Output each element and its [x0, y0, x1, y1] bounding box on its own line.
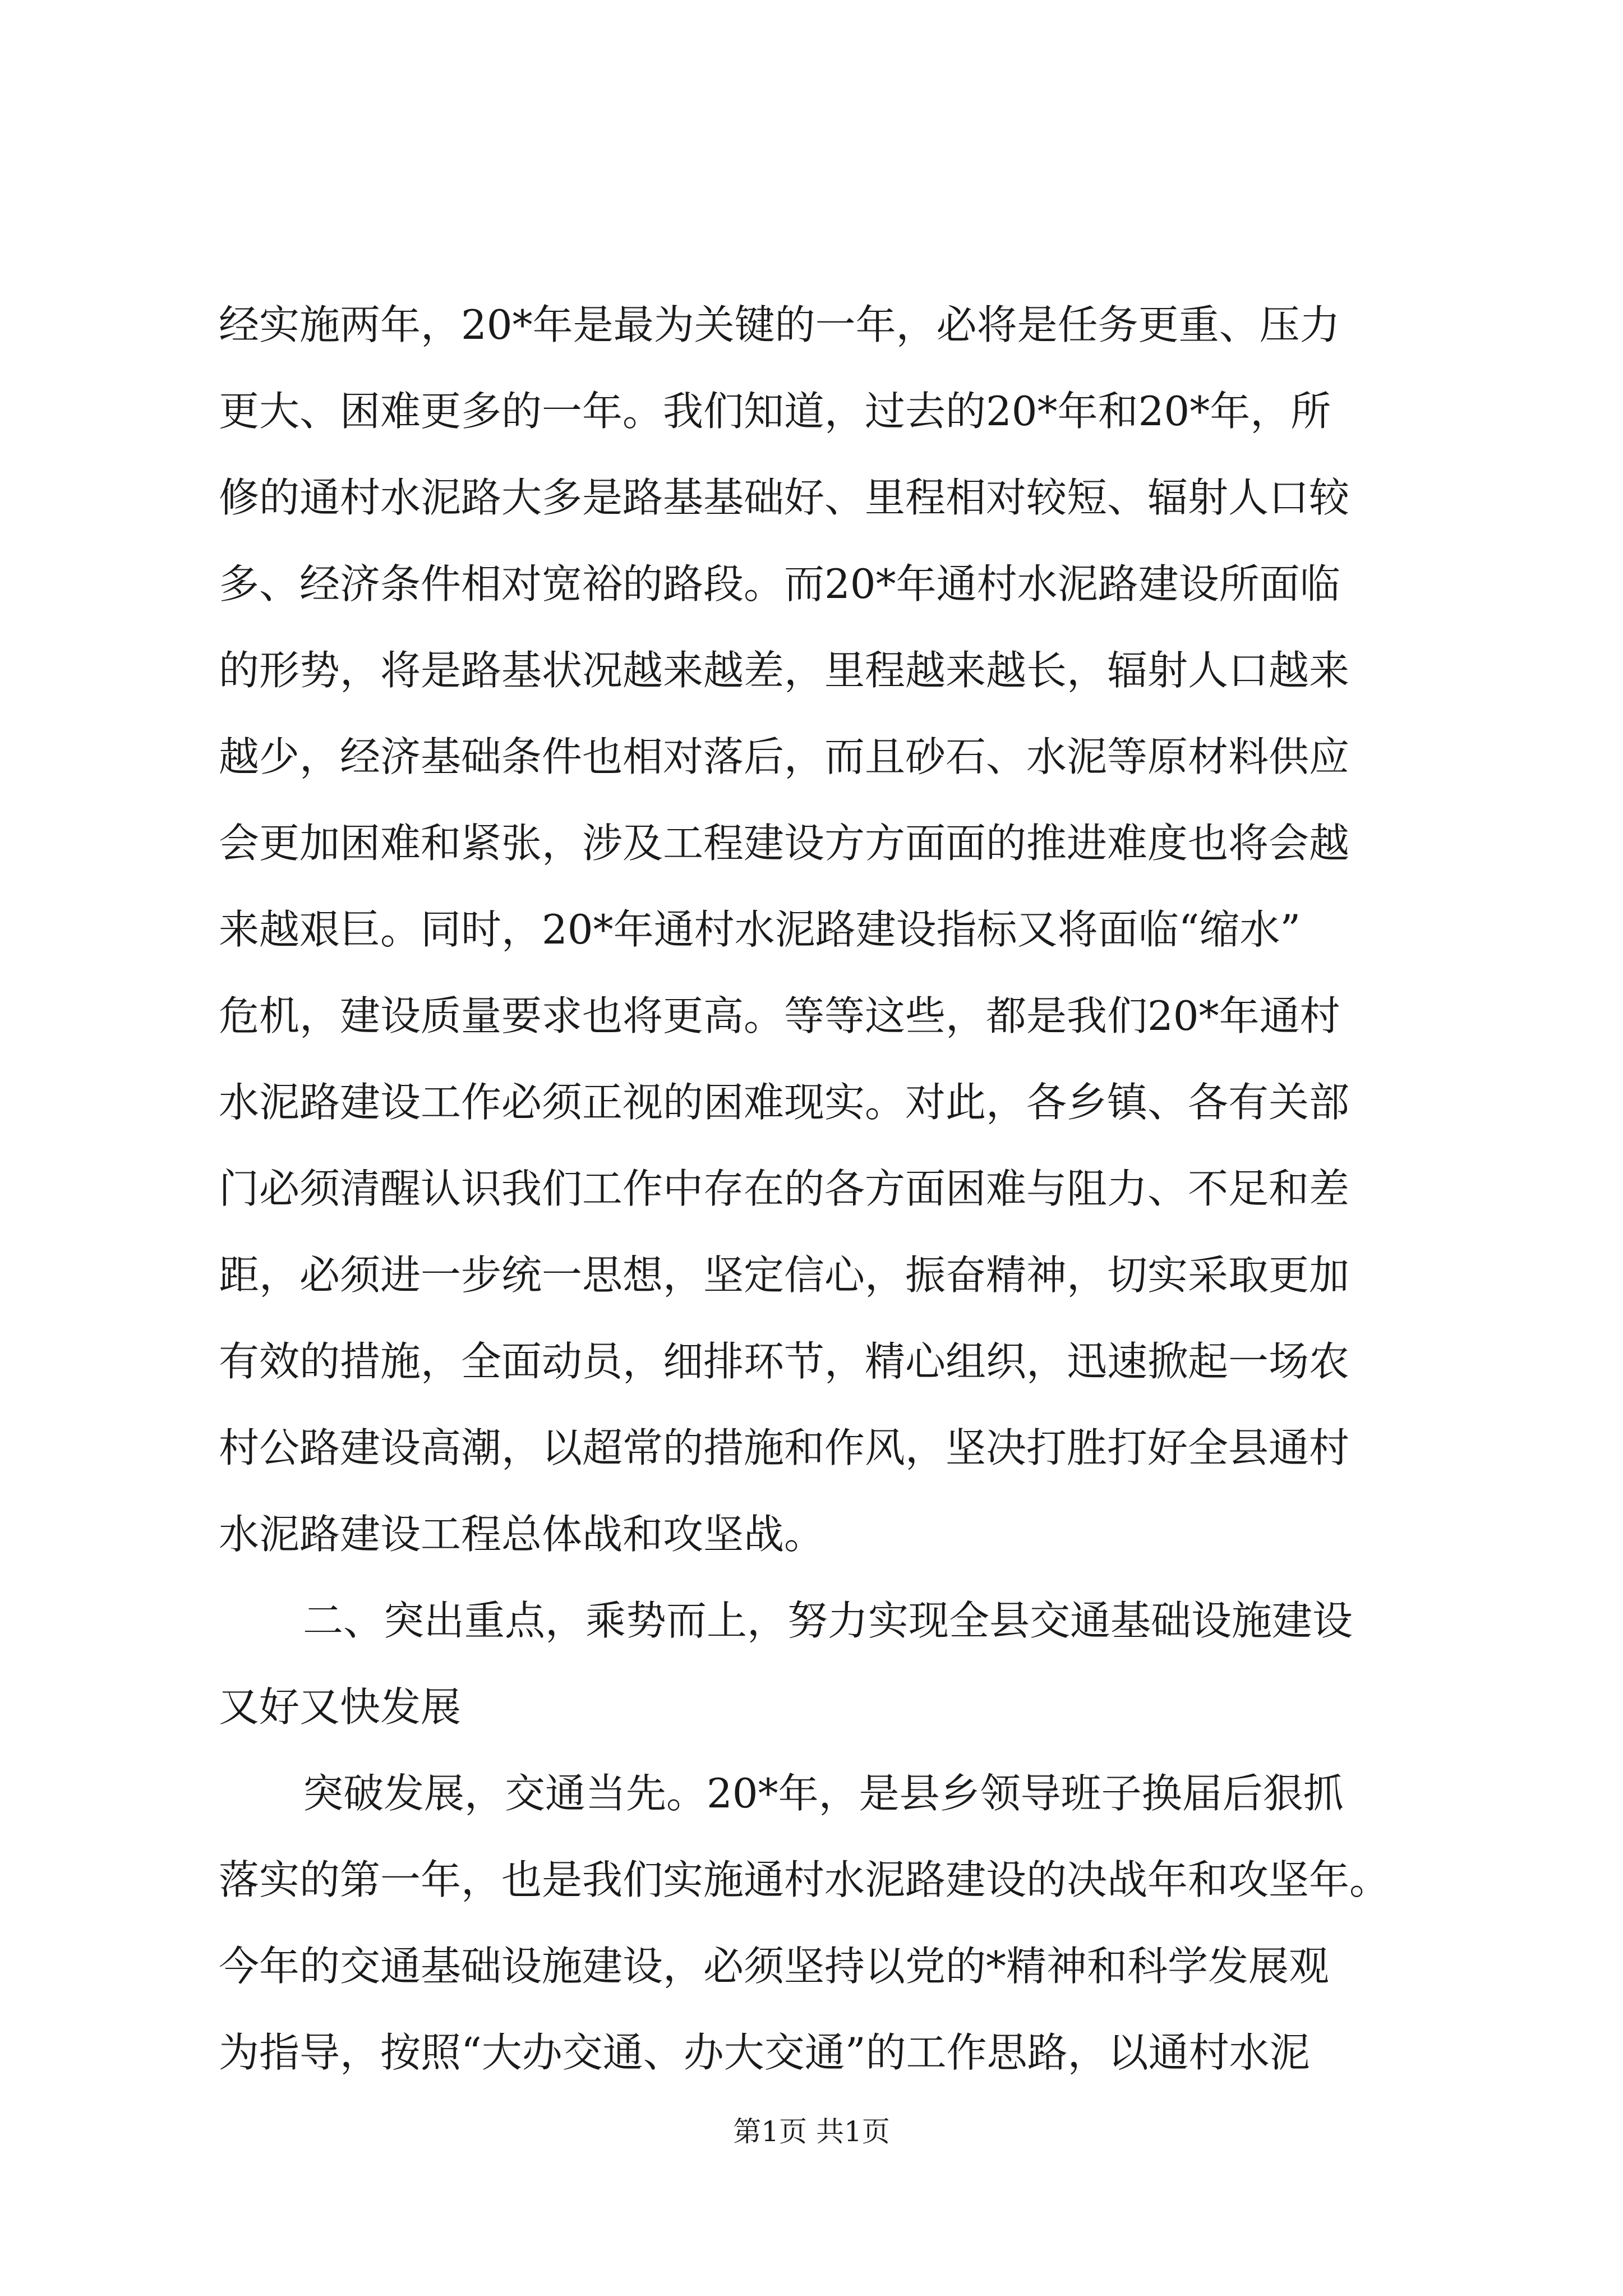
- text-line: 门必须清醒认识我们工作中存在的各方面困难与阻力、不足和差: [219, 1165, 1350, 1212]
- text-line: 水泥路建设工程总体战和攻坚战。: [219, 1511, 825, 1558]
- text-line: 水泥路建设工作必须正视的困难现实。对此，各乡镇、各有关部: [219, 1079, 1350, 1126]
- text-line: 多、经济条件相对宽裕的路段。而20*年通村水泥路建设所面临: [219, 560, 1340, 608]
- text-line: 有效的措施，全面动员，细排环节，精心组织，迅速掀起一场农: [219, 1338, 1350, 1385]
- text-line: 为指导，按照“大办交通、办大交通”的工作思路，以通村水泥: [219, 2029, 1310, 2076]
- page-number-footer: 第1页 共1页: [733, 2115, 890, 2148]
- text-line: 危机，建设质量要求也将更高。等等这些，都是我们20*年通村: [219, 992, 1340, 1039]
- section-heading-line: 又好又快发展: [219, 1683, 462, 1731]
- text-line: 更大、困难更多的一年。我们知道，过去的20*年和20*年，所: [219, 388, 1331, 435]
- text-line: 村公路建设高潮，以超常的措施和作风，坚决打胜打好全县通村: [219, 1424, 1350, 1471]
- text-line: 的形势，将是路基状况越来越差，里程越来越长，辐射人口越来: [219, 647, 1350, 694]
- text-line: 今年的交通基础设施建设，必须坚持以党的*精神和科学发展观: [219, 1943, 1330, 1990]
- section-heading-line: 二、突出重点，乘势而上，努力实现全县交通基础设施建设: [303, 1597, 1353, 1644]
- text-line: 距，必须进一步统一思想，坚定信心，振奋精神，切实采取更加: [219, 1251, 1350, 1299]
- text-line: 会更加困难和紧张，涉及工程建设方方面面的推进难度也将会越: [219, 820, 1350, 867]
- text-line: 突破发展，交通当先。20*年，是县乡领导班子换届后狠抓: [303, 1770, 1344, 1817]
- text-line: 经实施两年，20*年是最为关键的一年，必将是任务更重、压力: [219, 301, 1340, 348]
- text-line: 越少，经济基础条件也相对落后，而且砂石、水泥等原材料供应: [219, 733, 1350, 780]
- text-line: 落实的第一年，也是我们实施通村水泥路建设的决战年和攻坚年。: [219, 1856, 1390, 1903]
- text-line: 来越艰巨。同时，20*年通村水泥路建设指标又将面临“缩水”: [219, 906, 1301, 953]
- text-line: 修的通村水泥路大多是路基基础好、里程相对较短、辐射人口较: [219, 474, 1350, 521]
